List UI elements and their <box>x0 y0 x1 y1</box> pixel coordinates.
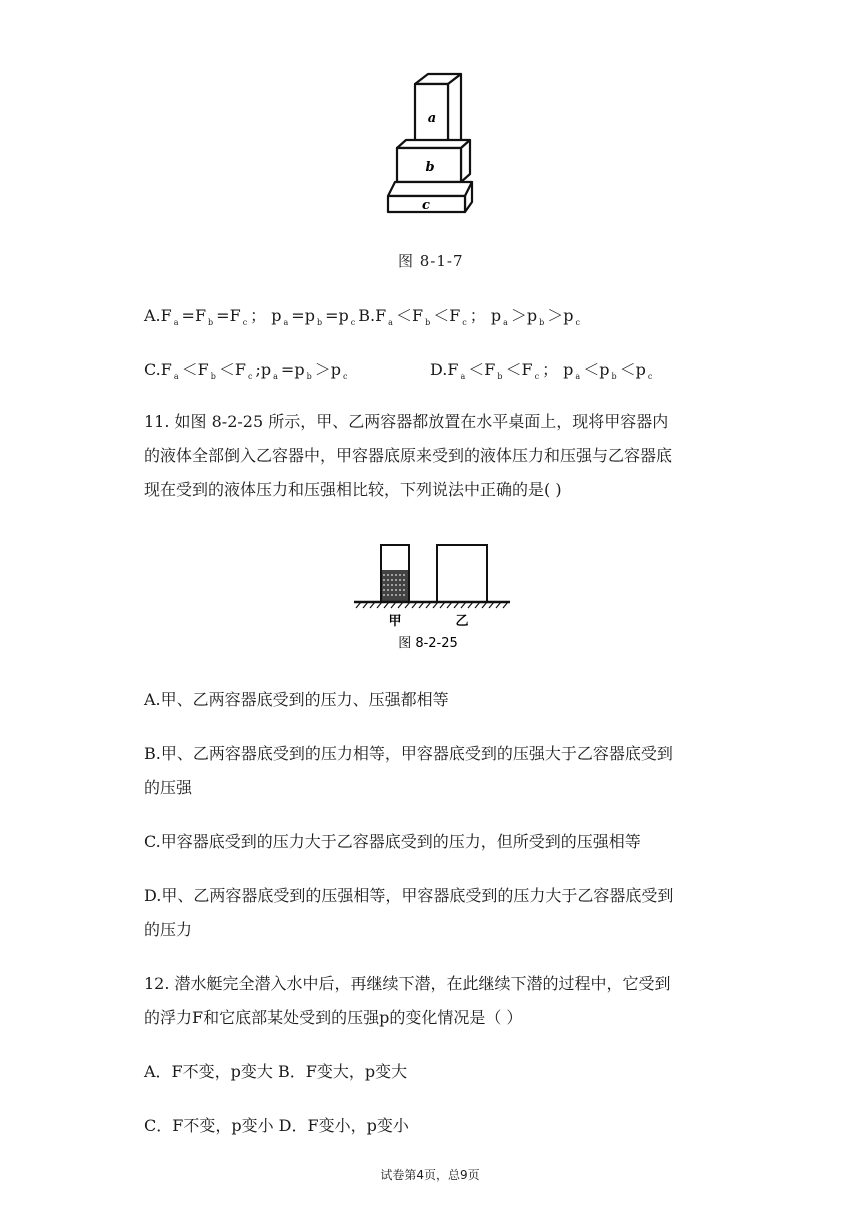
q10-option-c: C.F $_a$ ＜F $_b$ ＜F $_c$ ;p $_a$ =p $_b$ ＞p $_c$ <box>144 360 348 381</box>
q11-option-b-line-1: B.甲、乙两容器底受到的压力相等，甲容器底受到的压强大于乙容器底受到 <box>144 744 673 763</box>
q11-option-b-line-2: 的压强 <box>144 778 193 797</box>
figure-containers <box>352 540 512 656</box>
q11-option-c: C.甲容器底受到的压力大于乙容器底受到的压力，但所受到的压强相等 <box>144 832 641 851</box>
q12-stem-line-2: 的浮力F和它底部某处受到的压强p的变化情况是（ ） <box>144 1008 523 1027</box>
q10-option-d: D.F $_a$ ＜F $_b$ ＜F $_c$ ； p $_a$ ＜p $_b$ ＜p $_c$ <box>430 360 653 381</box>
q12-options-ab: A．F不变，p变大 B．F变大，p变大 <box>144 1062 408 1081</box>
page-footer: 试卷第4页，总9页 <box>380 1168 480 1182</box>
q12-options-cd: C．F不变，p变小 D．F变小，p变小 <box>144 1116 409 1135</box>
q10-option-a: A.F $_a$ =F $_b$ =F $_c$ ； p $_a$ =p $_b$ =p $_c$ <box>144 306 356 327</box>
q10-option-b: B.F $_a$ ＜F $_b$ ＜F $_c$ ； p $_a$ ＞p $_b$ ＞p $_c$ <box>358 306 581 327</box>
figure-stacked-blocks <box>384 70 484 216</box>
q11-stem-line-3: 现在受到的液体压力和压强相比较，下列说法中正确的是( ) <box>144 480 562 499</box>
q10-options-ab <box>144 306 583 333</box>
figure-8-2-25-caption: 图 8-2-25 <box>398 636 458 651</box>
block-c-label: c <box>422 198 430 213</box>
q11-option-d-line-2: 的压力 <box>144 920 193 939</box>
container-jia-label: 甲 <box>388 614 402 629</box>
block-b-label: b <box>425 160 435 175</box>
q11-stem-line-2: 的液体全部倒入乙容器中，甲容器底原来受到的液体压力和压强与乙容器底 <box>144 446 673 465</box>
block-a-label: a <box>427 111 437 126</box>
q12-stem-line-1: 12. 潜水艇完全潜入水中后，再继续下潜，在此继续下潜的过程中，它受到 <box>144 974 671 993</box>
figure-8-1-7-caption: 图 8-1-7 <box>398 252 464 270</box>
q11-option-a: A.甲、乙两容器底受到的压力、压强都相等 <box>144 690 449 709</box>
q11-option-d-line-1: D.甲、乙两容器底受到的压强相等，甲容器底受到的压力大于乙容器底受到 <box>144 886 674 905</box>
q11-stem-line-1: 11. 如图 8-2-25 所示，甲、乙两容器都放置在水平桌面上，现将甲容器内 <box>144 412 669 431</box>
container-yi-label: 乙 <box>455 614 469 629</box>
q10-options-cd <box>144 360 350 387</box>
